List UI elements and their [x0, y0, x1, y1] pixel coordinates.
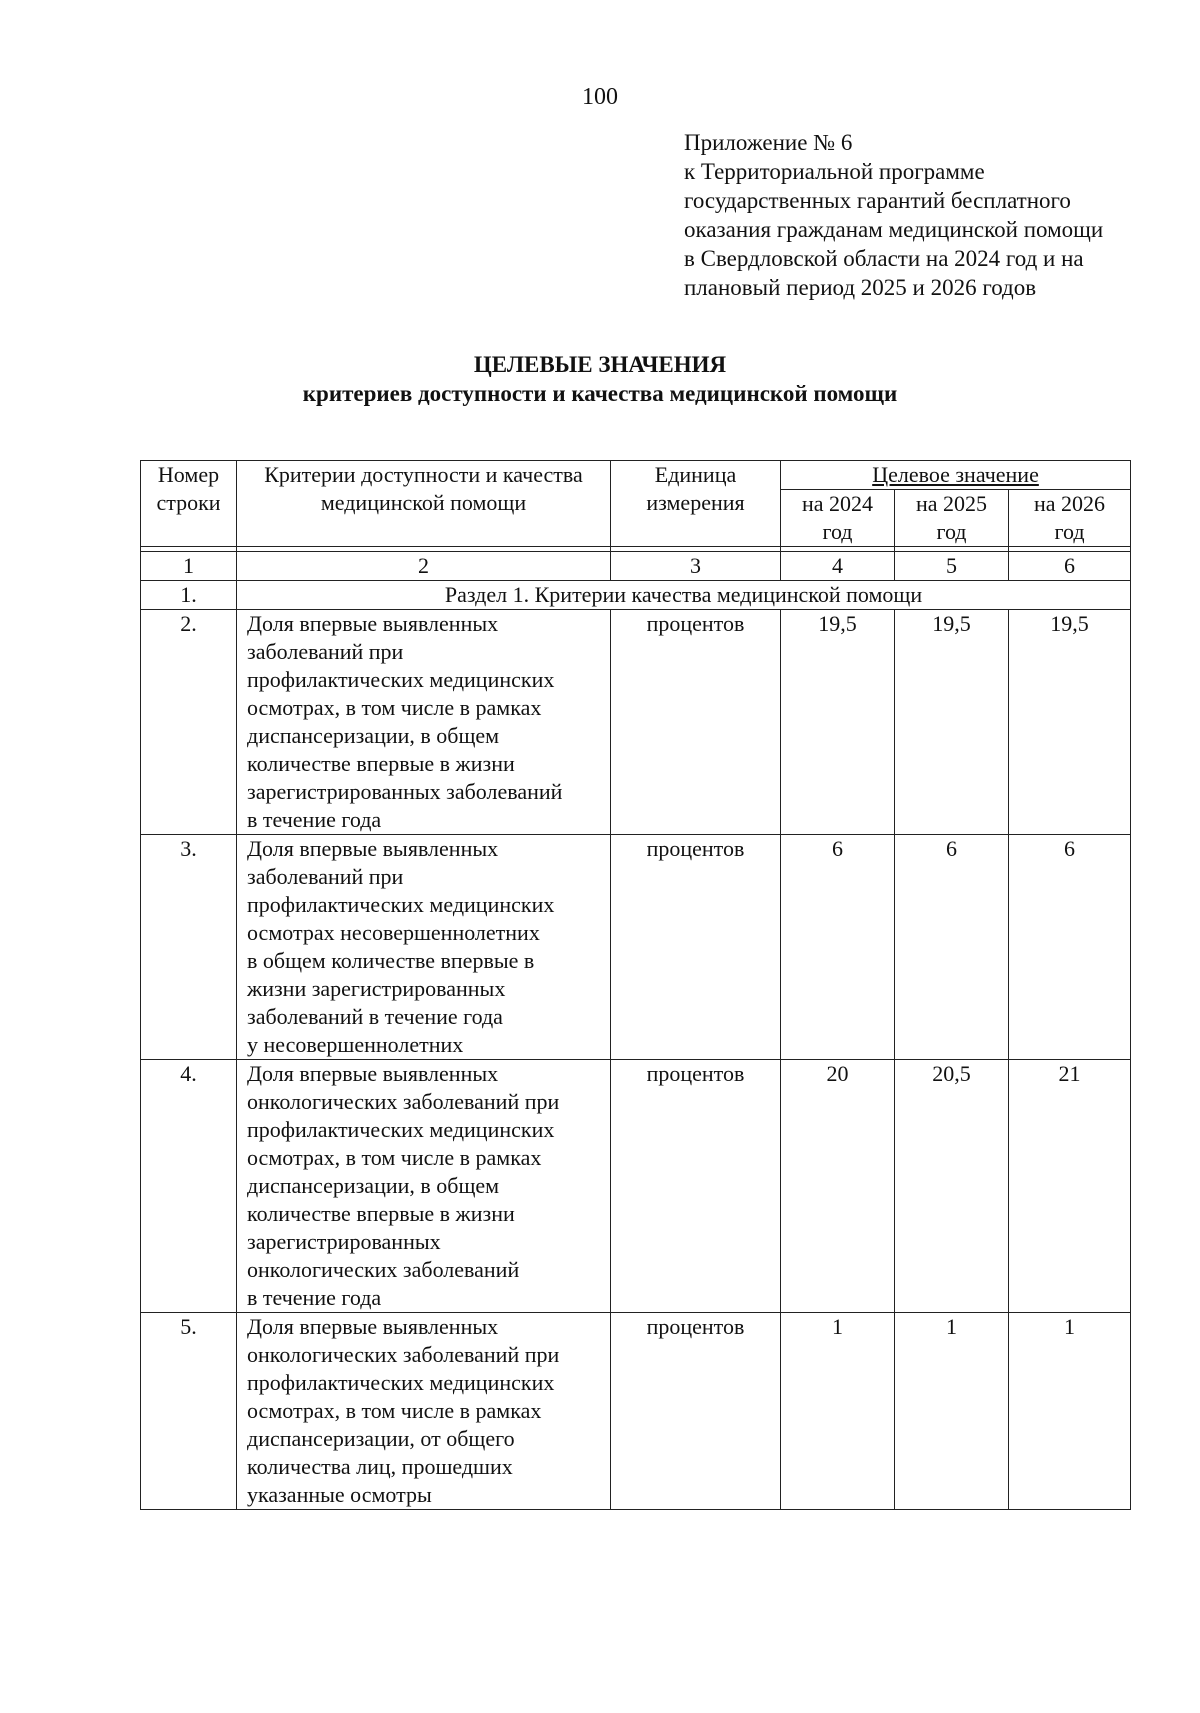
header-text: Единица [654, 462, 737, 487]
appendix-line: в Свердловской области на 2024 год и на [684, 246, 1084, 271]
criteria-line: заболеваний при [247, 864, 404, 889]
value-2026: 19,5 [1009, 610, 1131, 835]
criteria-line: зарегистрированных [247, 1229, 441, 1254]
criteria-line: количестве впервые в жизни [247, 1201, 515, 1226]
appendix-line: плановый период 2025 и 2026 годов [684, 275, 1037, 300]
header-text: медицинской помощи [320, 490, 527, 515]
criteria-line: осмотрах, в том числе в рамках [247, 1398, 542, 1423]
criteria-line: Доля впервые выявленных [247, 611, 499, 636]
criteria-line: в течение года [247, 1285, 382, 1310]
value-2025: 20,5 [895, 1060, 1009, 1313]
table-row [141, 1313, 1131, 1510]
criteria-line: Доля впервые выявленных [247, 1314, 499, 1339]
appendix-line: государственных гарантий бесплатного [684, 188, 1071, 213]
row-number: 5. [141, 1313, 237, 1510]
criteria-cell [237, 1060, 611, 1313]
appendix-line: Приложение № 6 [684, 130, 853, 155]
header-unit [611, 461, 781, 547]
criteria-cell [237, 610, 611, 835]
row-number: 2. [141, 610, 237, 835]
value-2025: 6 [895, 835, 1009, 1060]
criteria-table [140, 460, 1131, 1510]
criteria-cell [237, 1313, 611, 1510]
criteria-line: количества лиц, прошедших [247, 1454, 513, 1479]
header-text: на 2026 [1033, 491, 1106, 516]
table-row [141, 610, 1131, 835]
value-2024: 6 [781, 835, 895, 1060]
criteria-cell [237, 835, 611, 1060]
criteria-line: онкологических заболеваний при [247, 1342, 560, 1367]
criteria-line: диспансеризации, от общего [247, 1426, 515, 1451]
unit-cell: процентов [611, 1060, 781, 1313]
criteria-line: в течение года [247, 807, 382, 832]
header-row [141, 461, 1131, 490]
criteria-line: осмотрах несовершеннолетних [247, 920, 540, 945]
criteria-line: профилактических медицинских [247, 667, 555, 692]
header-text: Критерии доступности и качества [264, 462, 583, 487]
section-row [141, 581, 1131, 610]
criteria-line: зарегистрированных заболеваний [247, 779, 563, 804]
header-text: на 2024 [801, 491, 874, 516]
value-2026: 21 [1009, 1060, 1131, 1313]
appendix-note [684, 128, 1154, 302]
header-criteria [237, 461, 611, 547]
header-text: на 2025 [915, 491, 988, 516]
table-row [141, 1060, 1131, 1313]
row-number: 3. [141, 835, 237, 1060]
unit-cell: процентов [611, 1313, 781, 1510]
criteria-line: заболеваний в течение года [247, 1004, 503, 1029]
criteria-line: осмотрах, в том числе в рамках [247, 1145, 542, 1170]
criteria-line: у несовершеннолетних [247, 1032, 464, 1057]
criteria-line: профилактических медицинских [247, 1117, 555, 1142]
unit-cell: процентов [611, 835, 781, 1060]
section-number: 1. [141, 581, 237, 610]
header-text: год [822, 519, 853, 544]
column-number: 4 [781, 552, 895, 581]
header-row-number [141, 461, 237, 547]
criteria-line: указанные осмотры [247, 1482, 432, 1507]
header-target-value [781, 461, 1131, 490]
value-2024: 19,5 [781, 610, 895, 835]
appendix-line: к Территориальной программе [684, 159, 985, 184]
value-2024: 20 [781, 1060, 895, 1313]
header-text: строки [156, 490, 221, 515]
header-text: год [1054, 519, 1085, 544]
document-title [0, 350, 1200, 408]
criteria-line: Доля впервые выявленных [247, 836, 499, 861]
value-2025: 19,5 [895, 610, 1009, 835]
header-year-2026 [1009, 490, 1131, 547]
column-number: 3 [611, 552, 781, 581]
title-line-2: критериев доступности и качества медицинской помощи [302, 381, 898, 406]
value-2026: 6 [1009, 835, 1131, 1060]
column-number: 5 [895, 552, 1009, 581]
criteria-line: в общем количестве впервые в [247, 948, 535, 973]
page-number: 100 [582, 84, 618, 110]
appendix-line: оказания гражданам медицинской помощи [684, 217, 1104, 242]
criteria-line: заболеваний при [247, 639, 404, 664]
row-number: 4. [141, 1060, 237, 1313]
header-text: год [936, 519, 967, 544]
header-text: измерения [646, 490, 745, 515]
section-label: Раздел 1. Критерии качества медицинской помощи [237, 581, 1131, 610]
header-text: Номер [157, 462, 220, 487]
title-line-1: ЦЕЛЕВЫЕ ЗНАЧЕНИЯ [473, 352, 727, 377]
unit-cell: процентов [611, 610, 781, 835]
column-number: 2 [237, 552, 611, 581]
criteria-line: количестве впервые в жизни [247, 751, 515, 776]
column-number: 1 [141, 552, 237, 581]
criteria-line: диспансеризации, в общем [247, 723, 500, 748]
value-2025: 1 [895, 1313, 1009, 1510]
column-number: 6 [1009, 552, 1131, 581]
table-row [141, 835, 1131, 1060]
criteria-line: профилактических медицинских [247, 1370, 555, 1395]
value-2026: 1 [1009, 1313, 1131, 1510]
criteria-line: диспансеризации, в общем [247, 1173, 500, 1198]
column-number-row [141, 552, 1131, 581]
value-2024: 1 [781, 1313, 895, 1510]
criteria-line: жизни зарегистрированных [247, 976, 506, 1001]
header-year-2025 [895, 490, 1009, 547]
criteria-line: онкологических заболеваний при [247, 1089, 560, 1114]
criteria-line: Доля впервые выявленных [247, 1061, 499, 1086]
criteria-line: онкологических заболеваний [247, 1257, 520, 1282]
header-year-2024 [781, 490, 895, 547]
criteria-line: профилактических медицинских [247, 892, 555, 917]
header-text: Целевое значение [872, 462, 1039, 487]
criteria-line: осмотрах, в том числе в рамках [247, 695, 542, 720]
